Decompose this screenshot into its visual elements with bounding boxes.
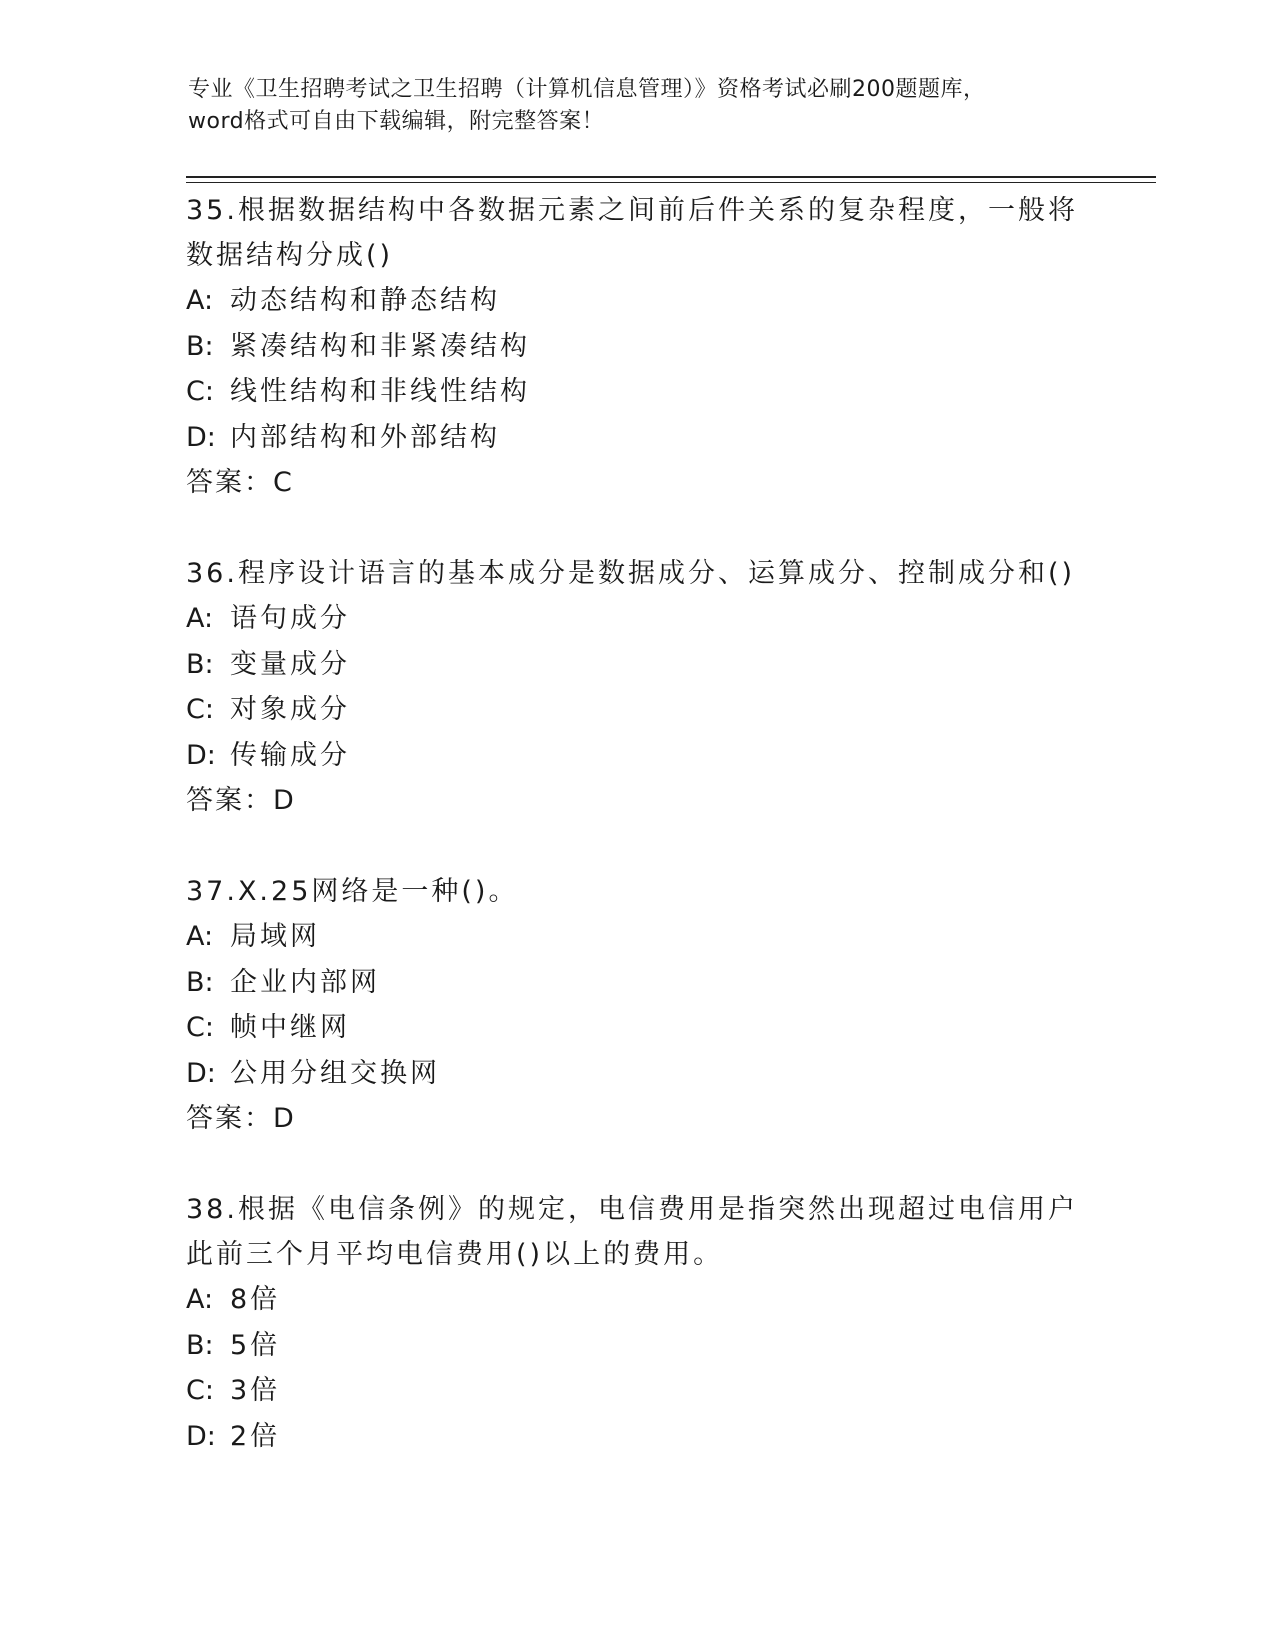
option-letter: B: xyxy=(186,648,214,680)
question-text: 37.X.25网络是一种()。 xyxy=(186,876,519,907)
option-letter: D: xyxy=(186,739,216,771)
option-text: 内部结构和外部结构 xyxy=(230,421,500,453)
option-text: 紧凑结构和非紧凑结构 xyxy=(230,330,530,362)
document-header xyxy=(188,74,1088,138)
option-letter: A: xyxy=(186,1284,214,1315)
option-a xyxy=(186,278,1106,324)
option-c xyxy=(186,687,1106,733)
header-divider-thick xyxy=(186,176,1156,178)
option-letter: D: xyxy=(186,1420,216,1452)
option-letter: A: xyxy=(186,921,214,952)
option-d xyxy=(186,733,1106,779)
option-text: 2倍 xyxy=(230,1420,281,1452)
option-text: 3倍 xyxy=(230,1375,281,1406)
question-text: 36.程序设计语言的基本成分是数据成分、运算成分、控制成分和() xyxy=(186,558,1076,589)
question-item xyxy=(186,869,1106,1141)
option-text: 对象成分 xyxy=(230,694,350,725)
option-b xyxy=(186,960,1106,1006)
answer-line: 答案：D xyxy=(186,785,296,816)
option-text: 5倍 xyxy=(230,1329,281,1361)
option-d xyxy=(186,1414,1106,1460)
option-c xyxy=(186,369,1106,415)
header-subtitle-line: word格式可自由下载编辑，附完整答案！ xyxy=(188,109,605,134)
option-letter: C: xyxy=(186,1375,214,1406)
option-text: 8倍 xyxy=(230,1284,281,1315)
option-text: 局域网 xyxy=(230,921,320,952)
header-divider-thin xyxy=(186,182,1156,183)
option-letter: C: xyxy=(186,376,214,407)
option-c xyxy=(186,1368,1106,1414)
option-letter: B: xyxy=(186,330,214,362)
option-text: 帧中继网 xyxy=(230,1012,350,1043)
option-text: 传输成分 xyxy=(230,739,350,771)
option-d xyxy=(186,1051,1106,1097)
question-item xyxy=(186,1187,1106,1459)
option-a xyxy=(186,914,1106,960)
option-d xyxy=(186,415,1106,461)
option-letter: D: xyxy=(186,1057,216,1089)
question-text: 35.根据数据结构中各数据元素之间前后件关系的复杂程度，一般将数据结构分成() xyxy=(186,195,1078,271)
option-letter: B: xyxy=(186,966,214,998)
question-text: 38.根据《电信条例》的规定，电信费用是指突然出现超过电信用户此前三个月平均电信费用()以上的费用。 xyxy=(186,1194,1078,1270)
question-item xyxy=(186,188,1106,505)
answer-line: 答案：D xyxy=(186,1103,296,1134)
option-text: 公用分组交换网 xyxy=(230,1057,440,1089)
option-b xyxy=(186,1323,1106,1369)
question-list xyxy=(186,188,1106,1505)
option-text: 线性结构和非线性结构 xyxy=(230,376,530,407)
option-letter: C: xyxy=(186,1012,214,1043)
option-text: 变量成分 xyxy=(230,648,350,680)
option-letter: A: xyxy=(186,603,214,634)
option-c xyxy=(186,1005,1106,1051)
option-letter: C: xyxy=(186,694,214,725)
answer-line: 答案：C xyxy=(186,467,294,498)
option-b xyxy=(186,324,1106,370)
option-letter: B: xyxy=(186,1329,214,1361)
option-letter: D: xyxy=(186,421,216,453)
header-title-line: 专业《卫生招聘考试之卫生招聘（计算机信息管理）》资格考试必刷200题题库， xyxy=(188,77,986,102)
option-letter: A: xyxy=(186,285,214,316)
option-text: 语句成分 xyxy=(230,603,350,634)
option-b xyxy=(186,642,1106,688)
question-item xyxy=(186,551,1106,823)
option-a xyxy=(186,1277,1106,1323)
option-a xyxy=(186,596,1106,642)
option-text: 动态结构和静态结构 xyxy=(230,285,500,316)
option-text: 企业内部网 xyxy=(230,966,380,998)
